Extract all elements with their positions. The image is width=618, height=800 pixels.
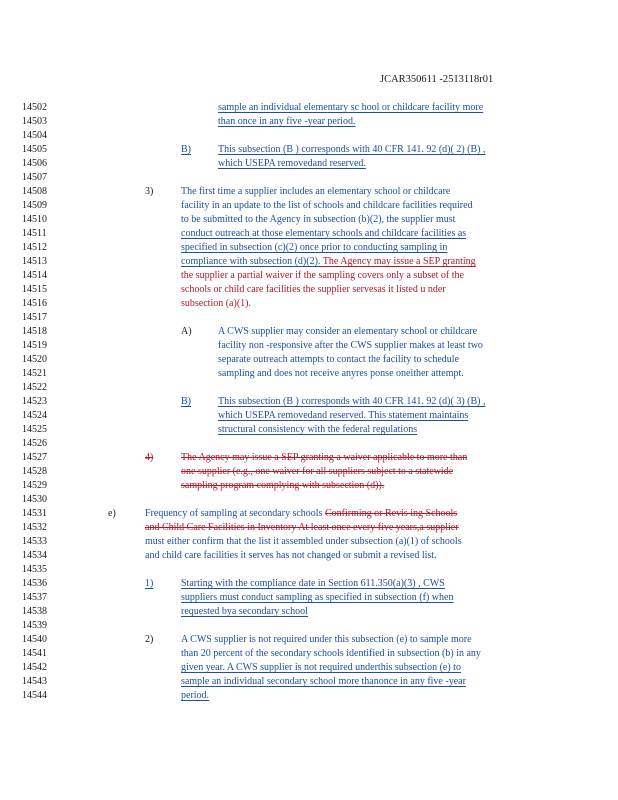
- text-line: facility non -responsive after the CWS supplier makes at least two: [218, 340, 483, 351]
- text-segment: At least once every five years,: [296, 522, 420, 533]
- line-number: 14519: [22, 340, 47, 351]
- line-number: 14516: [22, 298, 47, 309]
- subsection-marker: B): [181, 396, 191, 407]
- line-number: 14520: [22, 354, 47, 365]
- line-number: 14523: [22, 396, 47, 407]
- line-number: 14527: [22, 452, 47, 463]
- subsection-marker: B): [181, 144, 191, 155]
- line-number: 14541: [22, 648, 47, 659]
- line-number: 14525: [22, 424, 47, 435]
- line-number: 14528: [22, 466, 47, 477]
- line-number: 14505: [22, 144, 47, 155]
- text-line: sampling and does not receive anyres ponse oneither attempt.: [218, 368, 464, 379]
- text-line: sampling program complying with subsection (d)).: [181, 480, 385, 491]
- text-line: one supplier (e.g., one waiver for all suppliers subject to a statewide: [181, 466, 454, 477]
- text-line: This subsection (B ) corresponds with 40 CFR 141. 92 (d)( 3) (B) ,: [218, 396, 486, 407]
- line-number: 14531: [22, 508, 47, 519]
- line-number: 14503: [22, 116, 47, 127]
- text-line: sample an individual secondary school more thanonce in any five -year: [181, 676, 466, 687]
- line-number: 14538: [22, 606, 47, 617]
- text-line: the supplier a partial waiver if the sampling covers only a subset of the: [181, 270, 464, 281]
- text-line: specified in subsection (c)(2) once prior to conducting sampling in: [181, 242, 448, 253]
- line-number: 14543: [22, 676, 47, 687]
- subsection-marker: A): [181, 326, 192, 337]
- text-segment: and Child Care Facilities in Inventory: [145, 522, 297, 533]
- text-line: which USEPA removedand reserved. This statement maintains: [218, 410, 469, 421]
- document-header: JCAR350611 -2513118r01: [380, 74, 494, 85]
- line-number: 14529: [22, 480, 47, 491]
- line-number: 14532: [22, 522, 47, 533]
- line-number: 14518: [22, 326, 47, 337]
- text-line: facility in an update to the list of schools and childcare facilities required: [181, 200, 473, 211]
- text-line: must either confirm that the list it assembled under subsection (a)(1) of schools: [145, 536, 462, 547]
- line-number: 14515: [22, 284, 47, 295]
- line-number: 14517: [22, 312, 47, 323]
- text-line: to be submitted to the Agency in subsection (b)(2), the supplier must: [181, 214, 456, 225]
- text-line: separate outreach attempts to contact the facility to schedule: [218, 354, 460, 365]
- line-number: 14504: [22, 130, 47, 141]
- text-segment: The Agency may issue a SEP granting: [320, 256, 476, 267]
- line-number: 14506: [22, 158, 47, 169]
- text-line: and child care facilities it serves has not changed or submit a revised list.: [145, 550, 437, 561]
- text-line: than 20 percent of the secondary schools identified in subsection (b) in any: [181, 648, 481, 659]
- line-number: 14510: [22, 214, 47, 225]
- text-line: [181, 255, 476, 269]
- text-line: suppliers must conduct sampling as specified in subsection (f) when: [181, 592, 454, 603]
- line-number: 14521: [22, 368, 47, 379]
- line-number: 14530: [22, 494, 47, 505]
- line-number: 14544: [22, 690, 47, 701]
- text-segment: Frequency of sampling at secondary schools: [145, 508, 325, 519]
- line-number: 14508: [22, 186, 47, 197]
- text-line: A CWS supplier may consider an elementary school or childcare: [218, 326, 478, 337]
- text-line: The Agency may issue a SEP granting a waiver applicable to more than: [181, 452, 468, 463]
- line-number: 14536: [22, 578, 47, 589]
- text-line: which USEPA removedand reserved.: [218, 158, 366, 169]
- line-number: 14513: [22, 256, 47, 267]
- text-line: This subsection (B ) corresponds with 40 CFR 141. 92 (d)( 2) (B) ,: [218, 144, 486, 155]
- text-line: [145, 507, 457, 521]
- item-marker: 4): [145, 452, 154, 463]
- text-line: given year. A CWS supplier is not required underthis subsection (e) to: [181, 662, 461, 673]
- line-number: 14502: [22, 102, 47, 113]
- text-line: requested bya secondary school: [181, 606, 308, 617]
- line-number: 14539: [22, 620, 47, 631]
- line-number: 14542: [22, 662, 47, 673]
- line-number: 14540: [22, 634, 47, 645]
- item-marker: 1): [145, 578, 154, 589]
- line-number: 14534: [22, 550, 47, 561]
- text-line: [145, 521, 459, 535]
- text-line: than once in any five -year period.: [218, 116, 356, 127]
- text-line: sample an individual elementary sc hool or childcare facility more: [218, 102, 484, 113]
- text-line: Starting with the compliance date in Section 611.350(a)(3) , CWS: [181, 578, 445, 589]
- line-number: 14507: [22, 172, 47, 183]
- line-number: 14535: [22, 564, 47, 575]
- text-segment: a supplier: [419, 522, 459, 533]
- text-line: period.: [181, 690, 210, 701]
- line-number: 14514: [22, 270, 47, 281]
- line-number: 14511: [22, 228, 47, 239]
- text-line: structural consistency with the federal regulations: [218, 424, 418, 435]
- line-number: 14509: [22, 200, 47, 211]
- line-number: 14512: [22, 242, 47, 253]
- text-line: schools or child care facilities the supplier servesas it listed u nder: [181, 284, 446, 295]
- line-number: 14533: [22, 536, 47, 547]
- text-segment: Confirming or Revis ing Schools: [324, 508, 458, 519]
- line-number: 14522: [22, 382, 47, 393]
- text-line: conduct outreach at those elementary schools and childcare facilities as: [181, 228, 467, 239]
- line-number: 14526: [22, 438, 47, 449]
- line-number: 14524: [22, 410, 47, 421]
- item-marker: 2): [145, 634, 154, 645]
- section-marker: e): [108, 508, 116, 519]
- item-marker: 3): [145, 186, 154, 197]
- text-line: A CWS supplier is not required under this subsection (e) to sample more: [181, 634, 472, 645]
- text-segment: compliance with subsection (d)(2).: [181, 256, 321, 267]
- text-line: subsection (a)(1).: [181, 298, 251, 309]
- line-number: 14537: [22, 592, 47, 603]
- text-line: The first time a supplier includes an elementary school or childcare: [181, 186, 451, 197]
